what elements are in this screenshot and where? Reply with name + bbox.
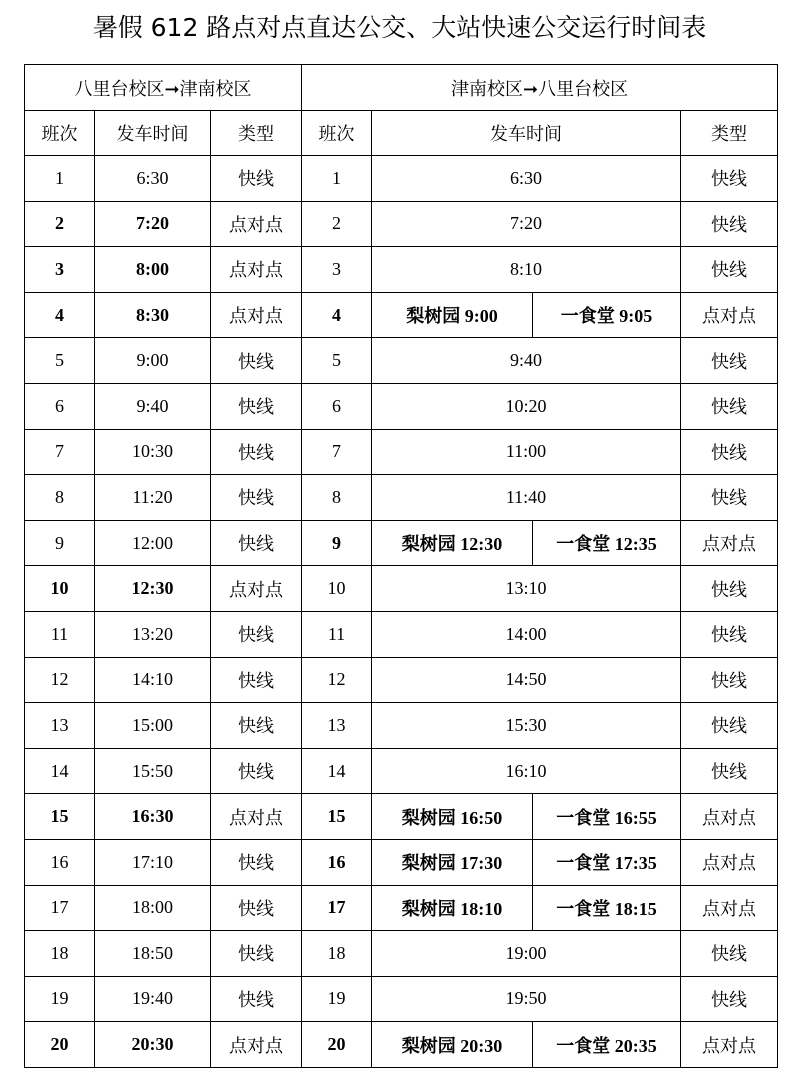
left-departure-time: 14:10 — [95, 657, 211, 703]
right-departure-time: 15:30 — [372, 703, 681, 749]
left-departure-time: 15:00 — [95, 703, 211, 749]
left-departure-time: 12:30 — [95, 566, 211, 612]
right-departure-time: 13:10 — [372, 566, 681, 612]
right-trip-number: 13 — [302, 703, 372, 749]
left-trip-type: 快线 — [211, 383, 302, 429]
right-trip-type: 快线 — [681, 931, 778, 977]
right-trip-number: 18 — [302, 931, 372, 977]
right-departure-time: 10:20 — [372, 383, 681, 429]
right-departure-time: 14:00 — [372, 611, 681, 657]
left-departure-time: 12:00 — [95, 520, 211, 566]
table-row — [25, 794, 778, 840]
right-trip-number: 19 — [302, 976, 372, 1022]
left-trip-number: 3 — [25, 247, 95, 293]
right-stop-lishuyuan-time: 梨树园 12:30 — [372, 520, 533, 566]
table-row — [25, 338, 778, 384]
left-trip-type: 点对点 — [211, 1022, 302, 1068]
left-trip-number: 10 — [25, 566, 95, 612]
right-departure-time: 11:40 — [372, 475, 681, 521]
table-row — [25, 292, 778, 338]
left-departure-time: 7:20 — [95, 201, 211, 247]
table-row — [25, 611, 778, 657]
right-trip-number: 15 — [302, 794, 372, 840]
left-trip-type: 快线 — [211, 703, 302, 749]
left-trip-type: 快线 — [211, 839, 302, 885]
right-trip-type: 快线 — [681, 611, 778, 657]
left-trip-type: 快线 — [211, 976, 302, 1022]
table-row — [25, 976, 778, 1022]
right-direction-header: 津南校区➞八里台校区 — [302, 65, 778, 111]
table-row — [25, 247, 778, 293]
right-col-type-header: 类型 — [681, 111, 778, 156]
right-stop-lishuyuan-time: 梨树园 9:00 — [372, 292, 533, 338]
right-trip-type: 快线 — [681, 383, 778, 429]
left-trip-number: 5 — [25, 338, 95, 384]
right-trip-number: 10 — [302, 566, 372, 612]
right-trip-type: 快线 — [681, 475, 778, 521]
table-row — [25, 657, 778, 703]
right-trip-number: 7 — [302, 429, 372, 475]
left-trip-number: 12 — [25, 657, 95, 703]
right-trip-number: 14 — [302, 748, 372, 794]
table-row — [25, 703, 778, 749]
right-stop-canteen-time: 一食堂 18:15 — [533, 885, 681, 931]
right-trip-type: 快线 — [681, 429, 778, 475]
left-trip-type: 快线 — [211, 931, 302, 977]
table-row — [25, 201, 778, 247]
left-trip-type: 快线 — [211, 657, 302, 703]
left-trip-number: 6 — [25, 383, 95, 429]
right-trip-type: 快线 — [681, 247, 778, 293]
left-trip-number: 15 — [25, 794, 95, 840]
left-trip-number: 18 — [25, 931, 95, 977]
right-departure-time: 14:50 — [372, 657, 681, 703]
right-trip-type: 点对点 — [681, 292, 778, 338]
right-trip-number: 8 — [302, 475, 372, 521]
right-trip-type: 快线 — [681, 201, 778, 247]
left-departure-time: 9:00 — [95, 338, 211, 384]
right-departure-time: 8:10 — [372, 247, 681, 293]
left-trip-number: 1 — [25, 156, 95, 202]
left-trip-number: 11 — [25, 611, 95, 657]
table-row — [25, 566, 778, 612]
left-trip-number: 20 — [25, 1022, 95, 1068]
bus-schedule-table — [24, 64, 778, 1068]
right-departure-time: 16:10 — [372, 748, 681, 794]
right-col-time-header: 发车时间 — [372, 111, 681, 156]
table-row — [25, 520, 778, 566]
right-stop-lishuyuan-time: 梨树园 17:30 — [372, 839, 533, 885]
right-stop-lishuyuan-time: 梨树园 18:10 — [372, 885, 533, 931]
right-trip-type: 快线 — [681, 748, 778, 794]
left-col-no-header: 班次 — [25, 111, 95, 156]
right-stop-canteen-time: 一食堂 20:35 — [533, 1022, 681, 1068]
left-trip-type: 点对点 — [211, 794, 302, 840]
right-trip-type: 快线 — [681, 703, 778, 749]
left-trip-number: 4 — [25, 292, 95, 338]
right-trip-number: 5 — [302, 338, 372, 384]
right-departure-time: 19:50 — [372, 976, 681, 1022]
right-stop-canteen-time: 一食堂 17:35 — [533, 839, 681, 885]
table-row — [25, 1022, 778, 1068]
right-stop-canteen-time: 一食堂 16:55 — [533, 794, 681, 840]
left-departure-time: 10:30 — [95, 429, 211, 475]
right-departure-time: 6:30 — [372, 156, 681, 202]
right-trip-type: 快线 — [681, 338, 778, 384]
left-trip-number: 14 — [25, 748, 95, 794]
left-trip-number: 16 — [25, 839, 95, 885]
schedule-body — [25, 156, 778, 1068]
left-trip-number: 17 — [25, 885, 95, 931]
left-direction-header: 八里台校区➞津南校区 — [25, 65, 302, 111]
table-row — [25, 885, 778, 931]
right-trip-number: 1 — [302, 156, 372, 202]
left-col-time-header: 发车时间 — [95, 111, 211, 156]
left-trip-type: 快线 — [211, 748, 302, 794]
left-departure-time: 13:20 — [95, 611, 211, 657]
right-stop-lishuyuan-time: 梨树园 16:50 — [372, 794, 533, 840]
table-row — [25, 429, 778, 475]
right-trip-type: 快线 — [681, 156, 778, 202]
left-departure-time: 9:40 — [95, 383, 211, 429]
right-departure-time: 7:20 — [372, 201, 681, 247]
left-trip-type: 快线 — [211, 338, 302, 384]
left-departure-time: 17:10 — [95, 839, 211, 885]
right-trip-number: 4 — [302, 292, 372, 338]
page-title: 暑假 612 路点对点直达公交、大站快速公交运行时间表 — [92, 13, 707, 42]
right-stop-canteen-time: 一食堂 12:35 — [533, 520, 681, 566]
right-departure-time: 19:00 — [372, 931, 681, 977]
left-departure-time: 6:30 — [95, 156, 211, 202]
right-trip-type: 快线 — [681, 976, 778, 1022]
right-trip-number: 16 — [302, 839, 372, 885]
right-trip-type: 点对点 — [681, 1022, 778, 1068]
left-departure-time: 8:00 — [95, 247, 211, 293]
right-departure-time: 9:40 — [372, 338, 681, 384]
right-stop-canteen-time: 一食堂 9:05 — [533, 292, 681, 338]
right-trip-type: 点对点 — [681, 520, 778, 566]
right-trip-number: 2 — [302, 201, 372, 247]
left-trip-number: 8 — [25, 475, 95, 521]
left-trip-number: 7 — [25, 429, 95, 475]
right-trip-type: 点对点 — [681, 794, 778, 840]
left-trip-type: 点对点 — [211, 201, 302, 247]
left-trip-number: 2 — [25, 201, 95, 247]
right-trip-number: 6 — [302, 383, 372, 429]
right-trip-number: 20 — [302, 1022, 372, 1068]
left-trip-type: 点对点 — [211, 566, 302, 612]
right-col-no-header: 班次 — [302, 111, 372, 156]
left-trip-type: 快线 — [211, 611, 302, 657]
right-trip-number: 11 — [302, 611, 372, 657]
left-trip-type: 快线 — [211, 885, 302, 931]
left-departure-time: 15:50 — [95, 748, 211, 794]
left-departure-time: 19:40 — [95, 976, 211, 1022]
right-trip-number: 17 — [302, 885, 372, 931]
left-trip-type: 点对点 — [211, 292, 302, 338]
right-trip-type: 快线 — [681, 566, 778, 612]
left-departure-time: 16:30 — [95, 794, 211, 840]
left-departure-time: 18:50 — [95, 931, 211, 977]
left-trip-type: 点对点 — [211, 247, 302, 293]
left-departure-time: 11:20 — [95, 475, 211, 521]
left-departure-time: 20:30 — [95, 1022, 211, 1068]
left-trip-type: 快线 — [211, 520, 302, 566]
table-row — [25, 156, 778, 202]
right-trip-number: 12 — [302, 657, 372, 703]
table-row — [25, 931, 778, 977]
left-trip-number: 13 — [25, 703, 95, 749]
left-trip-type: 快线 — [211, 156, 302, 202]
right-trip-type: 快线 — [681, 657, 778, 703]
left-trip-number: 9 — [25, 520, 95, 566]
right-trip-number: 3 — [302, 247, 372, 293]
table-row — [25, 475, 778, 521]
right-departure-time: 11:00 — [372, 429, 681, 475]
left-trip-type: 快线 — [211, 429, 302, 475]
table-row — [25, 748, 778, 794]
right-trip-type: 点对点 — [681, 839, 778, 885]
table-row — [25, 839, 778, 885]
left-trip-number: 19 — [25, 976, 95, 1022]
left-departure-time: 8:30 — [95, 292, 211, 338]
left-trip-type: 快线 — [211, 475, 302, 521]
left-col-type-header: 类型 — [211, 111, 302, 156]
right-trip-number: 9 — [302, 520, 372, 566]
left-departure-time: 18:00 — [95, 885, 211, 931]
right-stop-lishuyuan-time: 梨树园 20:30 — [372, 1022, 533, 1068]
right-trip-type: 点对点 — [681, 885, 778, 931]
table-row — [25, 383, 778, 429]
